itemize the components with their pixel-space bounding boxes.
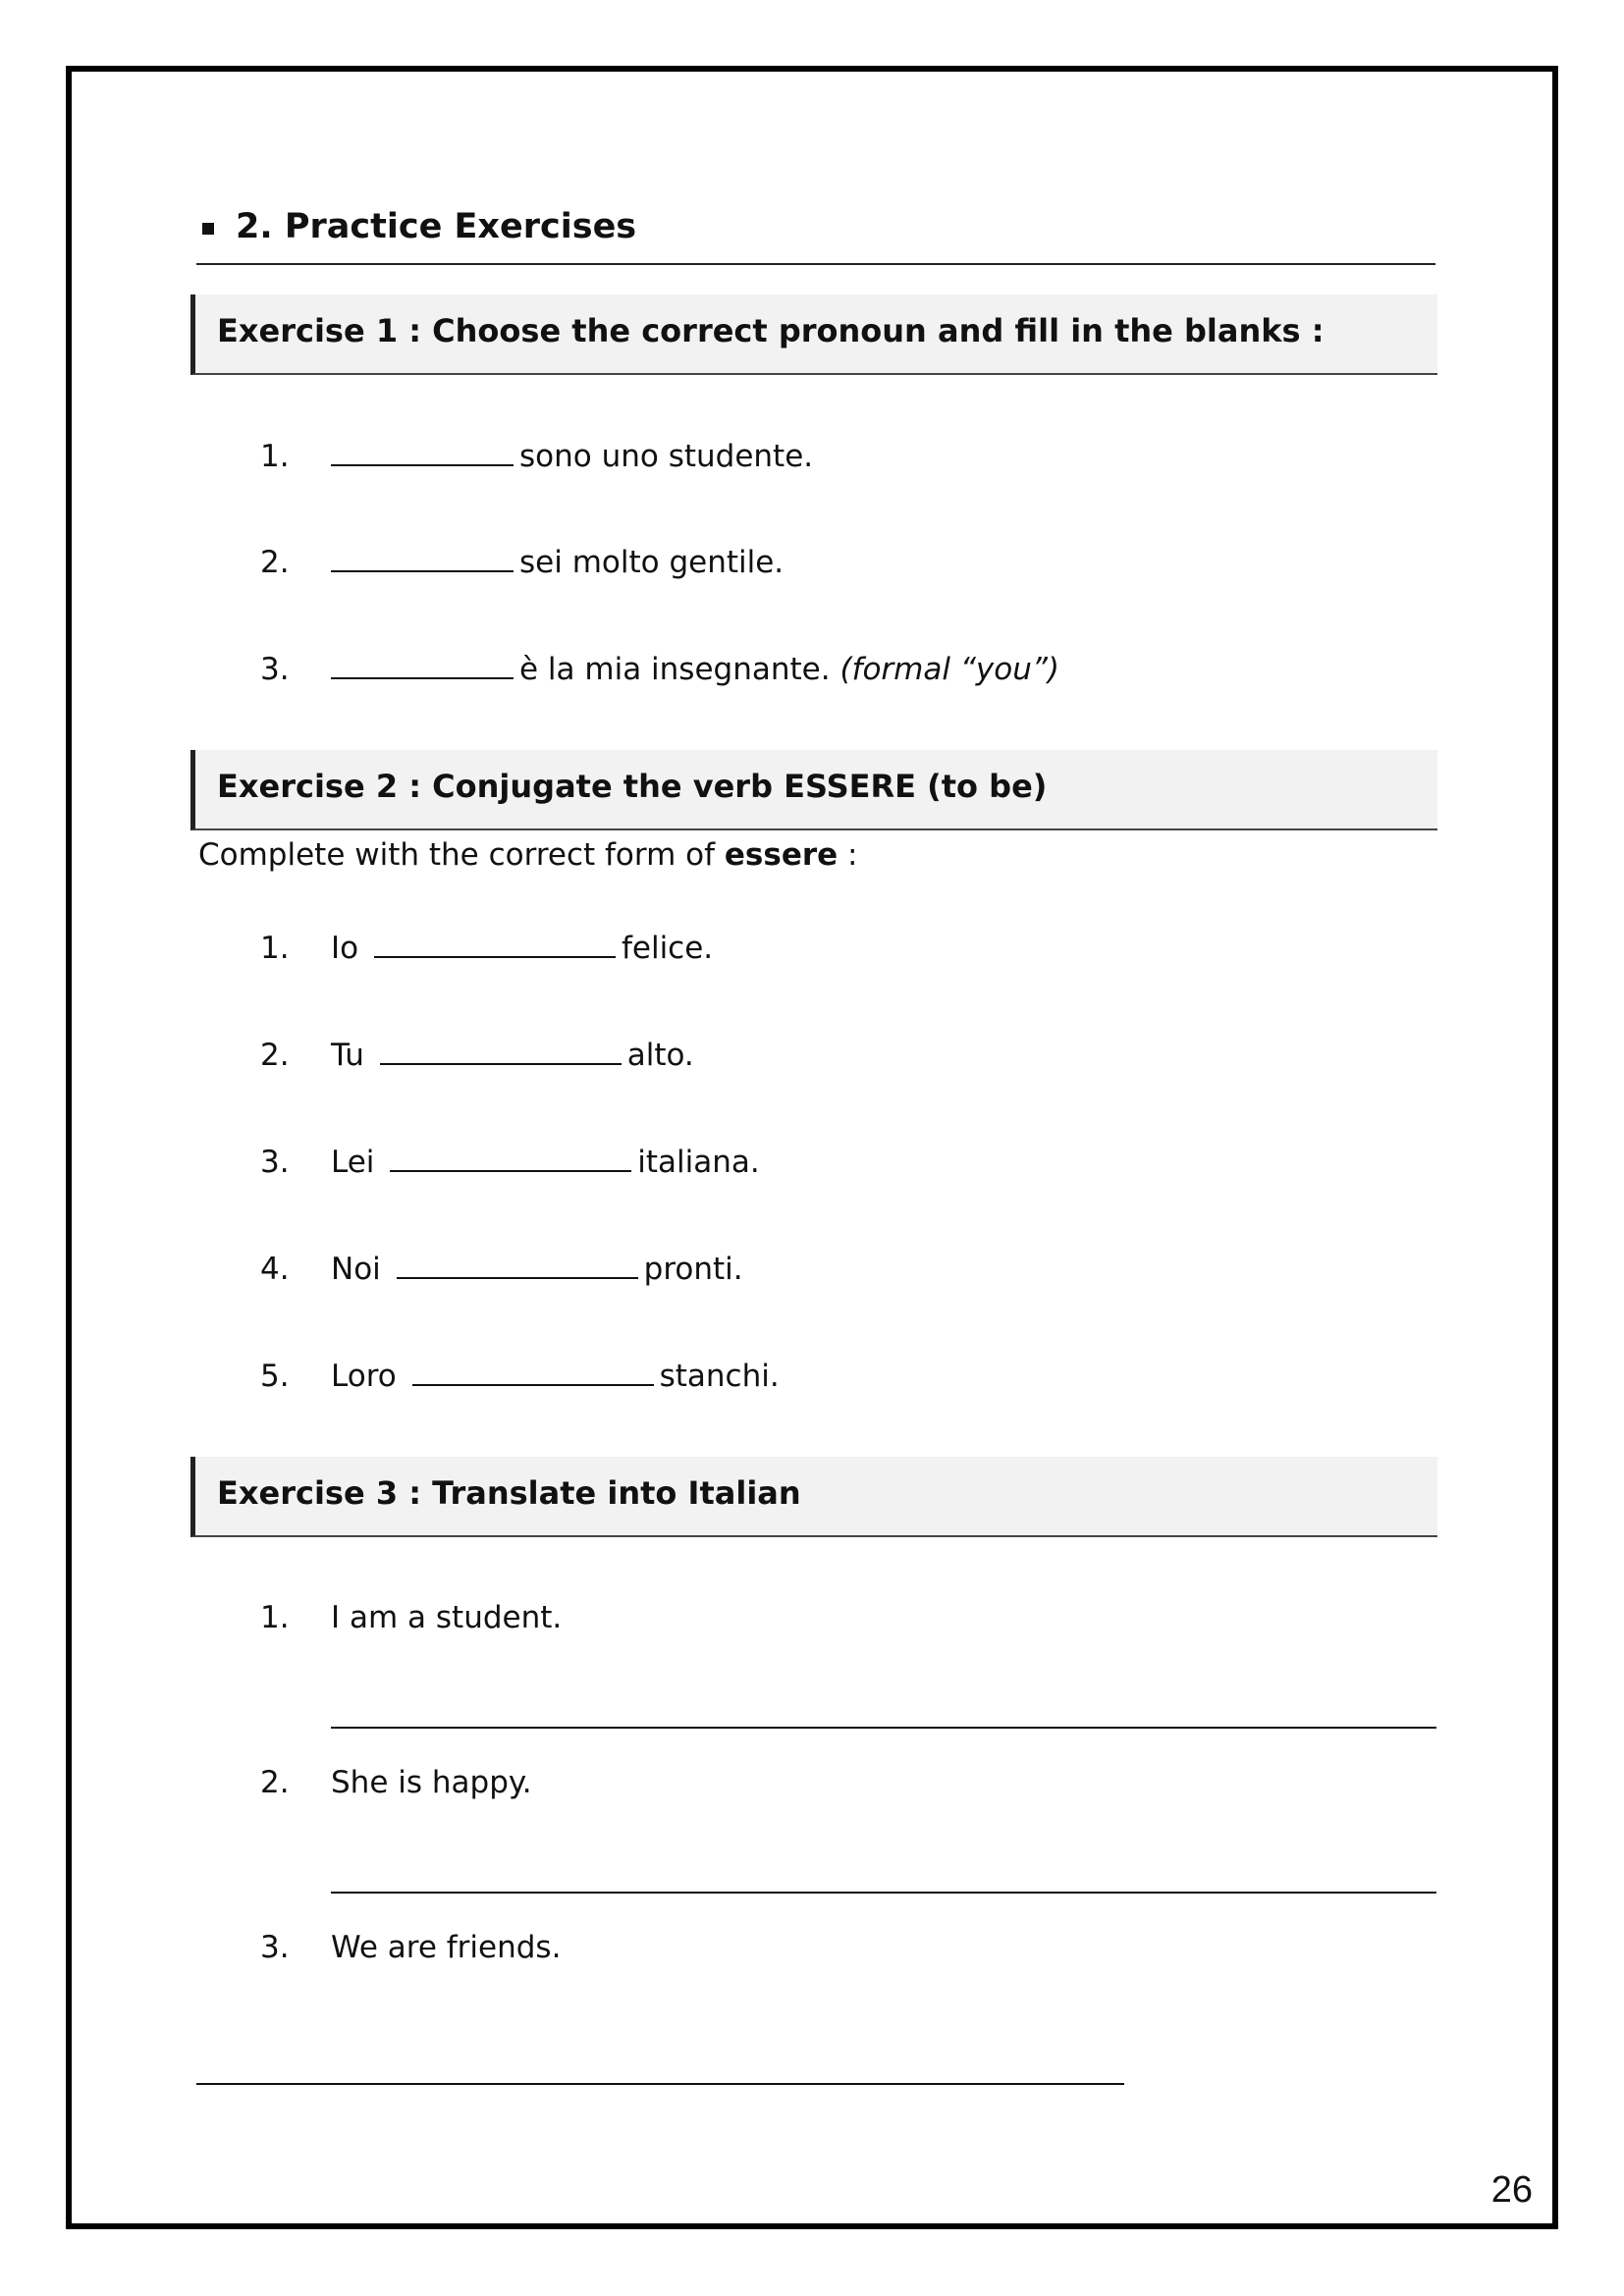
item-number: 3.: [260, 652, 290, 687]
item-note: (formal “you”): [839, 652, 1060, 687]
section-heading: [196, 201, 1435, 265]
fill-blank[interactable]: [412, 1376, 654, 1386]
instructions-suffix: :: [847, 837, 858, 873]
exercise-3-title: Exercise 3 : Translate into Italian: [217, 1474, 801, 1512]
item-number: 1.: [260, 439, 290, 474]
item-text: è la mia insegnante.: [519, 652, 831, 687]
item-number: 2.: [260, 1765, 290, 1800]
item-text: sono uno studente.: [519, 439, 814, 474]
item-text: felice.: [621, 931, 714, 966]
item-number: 2.: [260, 545, 290, 580]
exercise-1-title: Exercise 1 : Choose the correct pronoun and fill in the blanks :: [217, 312, 1325, 349]
square-bullet-icon: [202, 223, 214, 235]
exercise-3-header: [190, 1457, 1437, 1537]
item-number: 3.: [260, 1145, 290, 1180]
item-number: 1.: [260, 1600, 290, 1635]
item-text: We are friends.: [331, 1930, 562, 1965]
item-subject: Tu: [331, 1038, 364, 1073]
item-text: sei molto gentile.: [519, 545, 785, 580]
item-number: 1.: [260, 931, 290, 966]
section-title: 2. Practice Exercises: [236, 207, 637, 246]
item-number: 5.: [260, 1359, 290, 1394]
answer-line[interactable]: [331, 1892, 1436, 1894]
item-text: italiana.: [637, 1145, 760, 1180]
item-subject: Loro: [331, 1359, 397, 1394]
answer-line[interactable]: [196, 2083, 1124, 2085]
exercise-1-header: [190, 294, 1437, 375]
item-number: 3.: [260, 1930, 290, 1965]
instructions-keyword: essere: [724, 837, 839, 873]
exercise-2-header: [190, 750, 1437, 830]
item-text: I am a student.: [331, 1600, 563, 1635]
item-text: She is happy.: [331, 1765, 532, 1800]
answer-line[interactable]: [331, 1727, 1436, 1729]
item-subject: Lei: [331, 1145, 375, 1180]
fill-blank[interactable]: [380, 1055, 622, 1065]
fill-blank[interactable]: [331, 456, 514, 466]
fill-blank[interactable]: [374, 948, 616, 958]
item-text: pronti.: [643, 1252, 743, 1287]
page-border: [66, 66, 1558, 2229]
page-number: 26: [1490, 2169, 1533, 2211]
fill-blank[interactable]: [397, 1269, 638, 1279]
fill-blank[interactable]: [331, 562, 514, 572]
fill-blank[interactable]: [390, 1162, 631, 1172]
exercise-2-instructions: [198, 837, 857, 873]
item-number: 4.: [260, 1252, 290, 1287]
instructions-text: Complete with the correct form of: [198, 837, 716, 873]
exercise-2-title: Exercise 2 : Conjugate the verb ESSERE (to be): [217, 768, 1048, 805]
item-text: alto.: [626, 1038, 694, 1073]
fill-blank[interactable]: [331, 669, 514, 679]
item-text: stanchi.: [659, 1359, 780, 1394]
item-number: 2.: [260, 1038, 290, 1073]
item-subject: Io: [331, 931, 359, 966]
item-subject: Noi: [331, 1252, 381, 1287]
